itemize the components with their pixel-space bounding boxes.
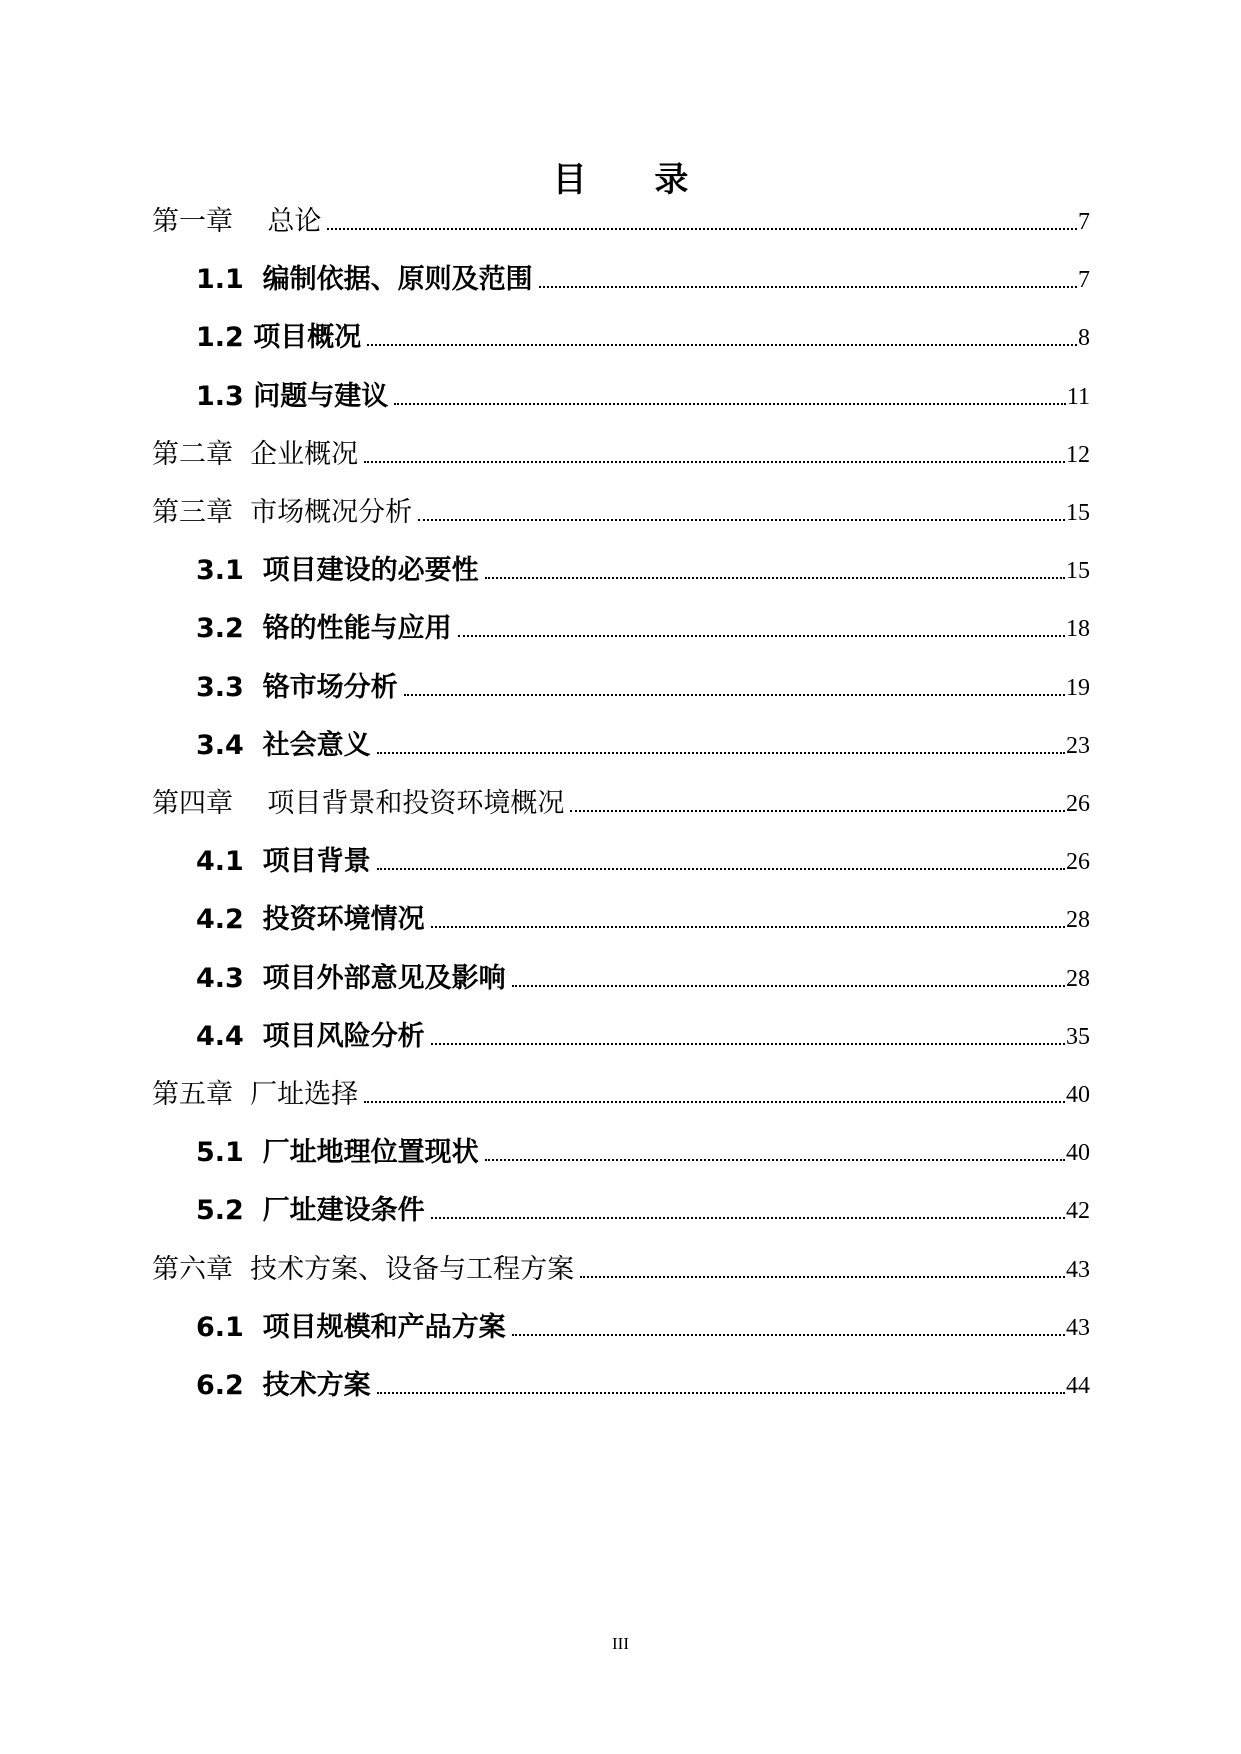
toc-entry[interactable]	[196, 1188, 1090, 1228]
dot-leader	[512, 951, 1065, 987]
toc-entry-page: 40	[1066, 1140, 1090, 1166]
toc-entry-page: 40	[1066, 1082, 1090, 1108]
toc-entry-page: 44	[1066, 1373, 1090, 1399]
toc-entry-page: 7	[1078, 209, 1090, 235]
toc-entry[interactable]	[196, 1130, 1090, 1170]
toc-entry-page: 28	[1066, 907, 1090, 933]
toc-entry[interactable]	[152, 1072, 1090, 1112]
toc-entry-label: 1.1 编制依据、原则及范围	[196, 264, 533, 295]
dot-leader	[431, 1183, 1065, 1219]
toc-entry-page: 42	[1066, 1198, 1090, 1224]
toc-entry-label: 3.2 铬的性能与应用	[196, 613, 452, 644]
dot-leader	[458, 601, 1065, 637]
toc-entry[interactable]	[196, 606, 1090, 646]
toc-entry[interactable]	[196, 548, 1090, 588]
page-title: 目 录	[552, 160, 717, 200]
dot-leader	[512, 1300, 1065, 1336]
dot-leader	[404, 660, 1065, 696]
toc-entry-label: 4.4 项目风险分析	[196, 1021, 425, 1052]
dot-leader	[327, 194, 1077, 230]
dot-leader	[580, 1242, 1065, 1278]
toc-entry[interactable]	[152, 1247, 1090, 1287]
toc-entry[interactable]	[196, 1363, 1090, 1403]
dot-leader	[367, 310, 1077, 346]
toc-entry-label: 第二章 企业概况	[152, 439, 359, 470]
toc-entry-label: 5.2 厂址建设条件	[196, 1195, 425, 1226]
toc-entry-page: 26	[1066, 849, 1090, 875]
toc-entry[interactable]	[152, 490, 1090, 530]
dot-leader	[377, 1358, 1065, 1394]
toc-entry-page: 43	[1066, 1315, 1090, 1341]
toc-entry-page: 28	[1066, 966, 1090, 992]
toc-entry[interactable]	[196, 839, 1090, 879]
toc-entry-label: 第三章 市场概况分析	[152, 497, 413, 528]
toc-entry[interactable]	[152, 781, 1090, 821]
dot-leader	[394, 369, 1066, 405]
toc-entry-page: 23	[1066, 733, 1090, 759]
toc-entry-page: 19	[1066, 675, 1090, 701]
toc-entry-label: 第四章 项目背景和投资环境概况	[152, 788, 565, 819]
toc-entry[interactable]	[196, 1305, 1090, 1345]
toc-entry[interactable]	[196, 956, 1090, 996]
toc-entry-page: 26	[1066, 791, 1090, 817]
toc-entry-label: 4.2 投资环境情况	[196, 904, 425, 935]
toc-entry[interactable]	[196, 897, 1090, 937]
toc-entry-label: 4.3 项目外部意见及影响	[196, 963, 506, 994]
toc-entry-page: 12	[1066, 442, 1090, 468]
toc-entry-page: 7	[1078, 267, 1090, 293]
toc-entry[interactable]	[196, 257, 1090, 297]
toc-entry-label: 3.3 铬市场分析	[196, 672, 398, 703]
dot-leader	[431, 1009, 1065, 1045]
dot-leader	[570, 776, 1065, 812]
toc-entry-page: 35	[1066, 1024, 1090, 1050]
dot-leader	[431, 892, 1065, 928]
toc-entry-label: 1.3 问题与建议	[196, 381, 389, 412]
toc-entry-label: 3.4 社会意义	[196, 730, 371, 761]
toc-entry[interactable]	[196, 665, 1090, 705]
toc-entry[interactable]	[196, 374, 1090, 414]
toc-entry[interactable]	[196, 723, 1090, 763]
toc-entry-page: 15	[1066, 558, 1090, 584]
dot-leader	[364, 427, 1065, 463]
toc-entry-page: 43	[1066, 1257, 1090, 1283]
toc-entry-label: 第六章 技术方案、设备与工程方案	[152, 1254, 575, 1285]
toc-entry-label: 3.1 项目建设的必要性	[196, 555, 479, 586]
toc-entry[interactable]	[152, 199, 1090, 239]
toc-entry-label: 6.2 技术方案	[196, 1370, 371, 1401]
toc-entry[interactable]	[196, 1014, 1090, 1054]
dot-leader	[418, 485, 1065, 521]
toc-entry-page: 11	[1066, 384, 1090, 410]
dot-leader	[364, 1067, 1065, 1103]
page-number: III	[612, 1634, 629, 1653]
toc-entry-page: 8	[1078, 325, 1090, 351]
toc-entry-label: 5.1 厂址地理位置现状	[196, 1137, 479, 1168]
toc-entry[interactable]	[152, 432, 1090, 472]
dot-leader	[485, 543, 1065, 579]
toc-entry[interactable]	[196, 315, 1090, 355]
toc-entry-label: 第五章 厂址选择	[152, 1079, 359, 1110]
toc-entry-label: 4.1 项目背景	[196, 846, 371, 877]
dot-leader	[377, 718, 1065, 754]
toc-entry-label: 第一章 总论	[152, 206, 322, 237]
toc-entry-label: 6.1 项目规模和产品方案	[196, 1312, 506, 1343]
dot-leader	[539, 252, 1077, 288]
toc-entry-page: 18	[1066, 616, 1090, 642]
dot-leader	[377, 834, 1065, 870]
toc-entry-page: 15	[1066, 500, 1090, 526]
toc-entry-label: 1.2 项目概况	[196, 322, 362, 353]
dot-leader	[485, 1125, 1065, 1161]
